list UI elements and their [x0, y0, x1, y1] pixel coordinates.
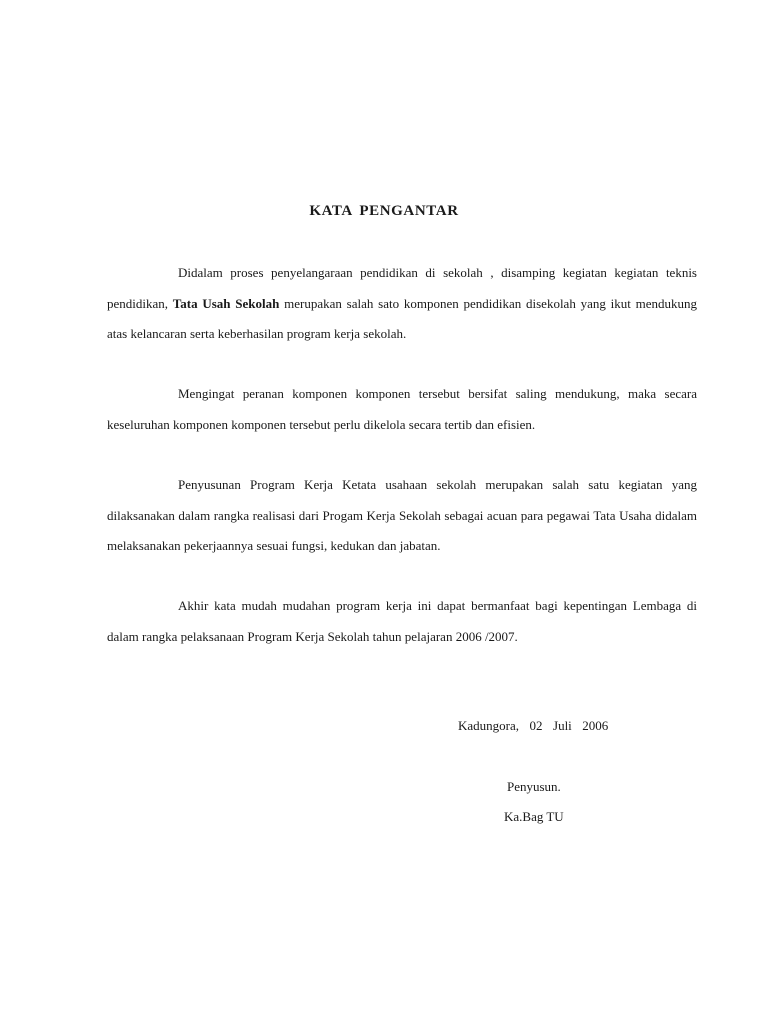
- composer-label: Penyusun.: [507, 779, 561, 794]
- paragraph-1-bold-phrase: Tata Usah Sekolah: [172, 295, 280, 311]
- paragraph-1: [107, 258, 697, 350]
- paragraph-4: [107, 591, 697, 652]
- paragraph-2: [107, 379, 697, 440]
- paragraph-1-text-after: merupakan salah sato komponen pendidikan disekolah yang ikut mendukung atas kelancaran serta keberhasilan program kerja sekolah.: [107, 295, 698, 341]
- paragraph-1-text-before: Didalam proses penyelangaraan pendidikan di sekolah , disamping kegiatan kegiatan teknis pendidikan,: [107, 265, 697, 311]
- paragraph-3-text: Penyusunan Program Kerja Ketata usahaan sekolah merupakan salah satu kegiatan yang dilaksanakan dalam rangka realisasi dari Progam Kerja Sekolah sebagai acuan para pegawai Tata Usaha didalam melaksanakan pekerjaannya sesuai fungsi, kedukan dan jabatan.: [107, 477, 697, 553]
- paragraph-3: [107, 470, 697, 562]
- composer-position: Ka.Bag TU: [504, 809, 564, 824]
- page-title: KATA PENGANTAR: [309, 203, 459, 219]
- place-date: Kadungora, 02 Juli 2006: [458, 718, 609, 733]
- paragraph-4-text: Akhir kata mudah mudahan program kerja ini dapat bermanfaat bagi kepentingan Lembaga di dalam rangka pelaksanaan Program Kerja Sekolah tahun pelajaran 2006 /2007.: [107, 598, 697, 644]
- paragraph-2-text: Mengingat peranan komponen komponen tersebut bersifat saling mendukung, maka secara keseluruhan komponen komponen tersebut perlu dikelola secara tertib dan efisien.: [107, 386, 697, 432]
